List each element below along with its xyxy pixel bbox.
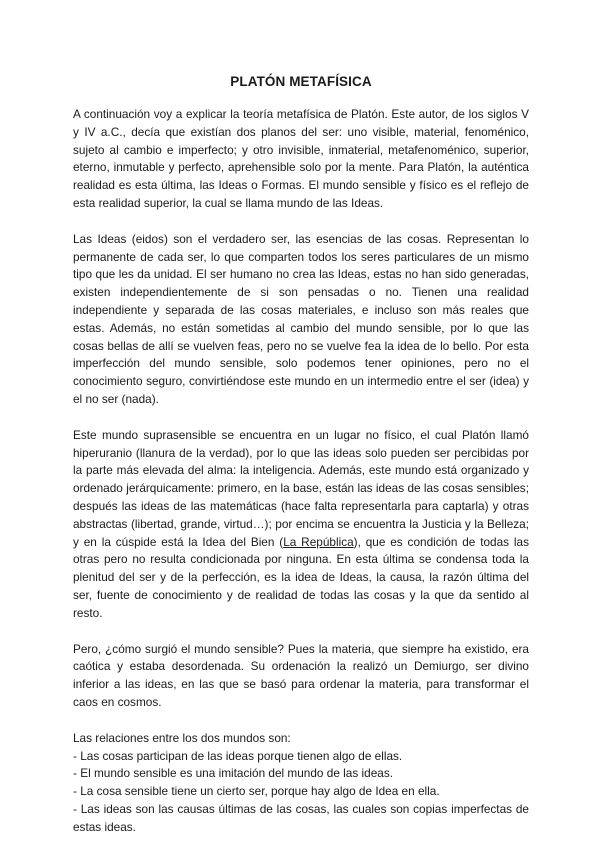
document-page bbox=[73, 74, 529, 836]
la-republica-reference: La República bbox=[283, 534, 354, 549]
paragraph-hierarchy-text-1: Este mundo suprasensible se encuentra en un lugar no físico, el cual Platón llamó hiperuranio (llanura de la verdad), por lo que las ideas solo pueden ser percibidas por la parte más elevada del alma: la inteligencia. Además, este mundo está organizado y ordenado jerárquicamente: primero, en la base, están las ideas de las cosas sensibles; después las ideas de las matemáticas (hace falta representarla para captarla) y otras abstractas (libertad, grande, virtud…); por encima se encuentra la Justicia y la Belleza; y en la cúspide está la Idea del Bien ( bbox=[73, 427, 529, 549]
paragraph-hierarchy bbox=[73, 427, 529, 623]
paragraph-ideas: Las Ideas (eidos) son el verdadero ser, las esencias de las cosas. Representan lo permanente de cada ser, lo que comparten todos los seres particulares de un mismo tipo que les da unidad. El ser humano no crea las Ideas, estas no han sido generadas, existen independientemente de si son pensadas o no. Tienen una realidad independiente y separada de las cosas materiales, e incluso son más reales que estas. Además, no están sometidas al cambio del mundo sensible, por lo que las cosas bellas de allí se vuelven feas, pero no se vuelve fea la idea de lo bello. Por esta imperfección del mundo sensible, solo podemos tener opiniones, pero no el conocimiento seguro, convirtiéndose este mundo en un intermedio entre el ser (idea) y el no ser (nada). bbox=[73, 231, 529, 406]
list-item: - La cosa sensible tiene un cierto ser, porque hay algo de Idea en ella. bbox=[73, 784, 440, 799]
paragraph-hierarchy-text-2: ), que es condición de todas las otras pero no resulta condicionada por ninguna. En esta última se condensa toda la plenitud del ser y de la perfección, es la idea de Ideas, la causa, la razón última del ser, fuente de conocimiento y de realidad de todas las cosas y la que da sentido al resto. bbox=[73, 534, 529, 620]
list-item: - Las cosas participan de las ideas porque tienen algo de ellas. bbox=[73, 748, 403, 763]
document-title: PLATÓN METAFÍSICA bbox=[230, 74, 372, 89]
list-item: - El mundo sensible es una imitación del mundo de las ideas. bbox=[73, 766, 394, 781]
relations-intro: Las relaciones entre los dos mundos son: bbox=[73, 730, 291, 745]
relations-list bbox=[73, 748, 529, 837]
list-item: - Las ideas son las causas últimas de las cosas, las cuales son copias imperfectas de estas ideas. bbox=[73, 801, 529, 834]
paragraph-demiurge: Pero, ¿cómo surgió el mundo sensible? Pues la materia, que siempre ha existido, era caótica y estaba desordenada. Su ordenación la realizó un Demiurgo, ser divino inferior a las ideas, en las que se basó para ordenar la materia, para transformar el caos en cosmos. bbox=[73, 641, 529, 709]
paragraph-intro: A continuación voy a explicar la teoría metafísica de Platón. Este autor, de los siglos V y IV a.C., decía que existían dos planos del ser: uno visible, material, fenoménico, sujeto al cambio e imperfecto; y otro invisible, inmaterial, metafenoménico, superior, eterno, inmutable y perfecto, aprehensible solo por la mente. Para Platón, la auténtica realidad es esta última, las Ideas o Formas. El mundo sensible y físico es el reflejo de esta realidad superior, la cual se llama mundo de las Ideas. bbox=[73, 107, 529, 210]
